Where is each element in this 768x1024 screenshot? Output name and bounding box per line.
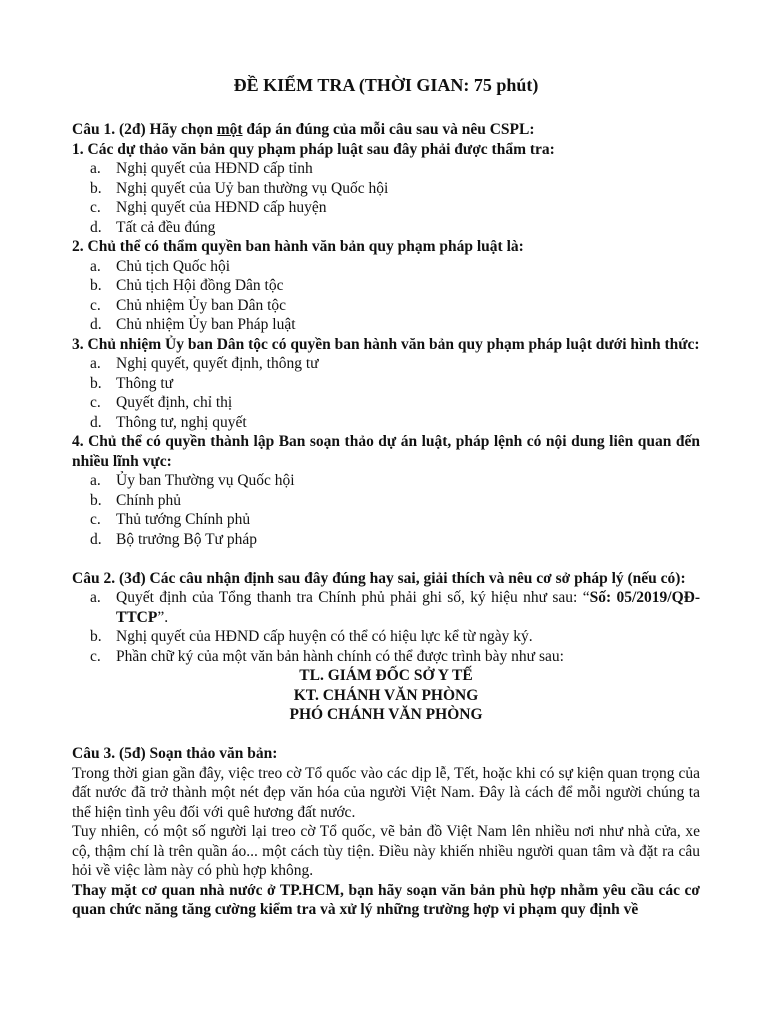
answer-option	[72, 296, 700, 316]
option-label: d.	[90, 530, 102, 548]
cau2-item-b	[72, 627, 700, 647]
answer-option	[72, 257, 700, 277]
question-text: 3. Chủ nhiệm Ủy ban Dân tộc có quyền ban hành văn bản quy phạm pháp luật dưới hình thức:	[72, 335, 700, 353]
cau1-heading	[72, 120, 700, 140]
option-text: Nghị quyết của Uỷ ban thường vụ Quốc hội	[116, 179, 389, 197]
option-text: Thủ tướng Chính phủ	[116, 511, 251, 528]
question-text: 4. Chủ thể có quyền thành lập Ban soạn thảo dự án luật, pháp lệnh có nội dung liên quan đến nhiều lĩnh vực:	[72, 433, 700, 470]
cau3-paragraph-1: Trong thời gian gần đây, việc treo cờ Tổ quốc vào các dịp lễ, Tết, hoặc khi có sự kiện quan trọng của đất nước đã trở thành một nét đẹp văn hóa của người Việt Nam. Đây là cách để mỗi người chúng ta thể hiện tình yêu đối với quê hương đất nước.	[72, 764, 700, 821]
option-text: Chủ tịch Quốc hội	[116, 257, 231, 275]
option-label: b.	[90, 628, 102, 645]
cau2-item-a	[72, 588, 700, 627]
option-text: Chủ nhiệm Ủy ban Dân tộc	[116, 296, 287, 314]
answer-option	[72, 218, 700, 238]
option-text: Nghị quyết của HĐND cấp huyện có thể có hiệu lực kể từ ngày ký.	[116, 628, 533, 645]
option-label: d.	[90, 413, 102, 431]
option-label: d.	[90, 218, 102, 236]
answer-option	[72, 354, 700, 374]
answer-option	[72, 179, 700, 199]
option-label: b.	[90, 277, 102, 294]
option-text: Tất cả đều đúng	[116, 218, 216, 236]
option-label: c.	[90, 296, 101, 314]
answer-option	[72, 374, 700, 394]
exam-page	[72, 72, 700, 920]
option-text-post: ”.	[157, 608, 169, 626]
option-label: c.	[90, 647, 101, 665]
cau1-heading-post: đáp án đúng của mỗi câu sau và nêu CSPL:	[242, 121, 535, 138]
cau3-heading: Câu 3. (5đ) Soạn thảo văn bản:	[72, 745, 278, 762]
option-text: Thông tư	[116, 374, 174, 392]
option-text-bold: Số: 05/2019/QĐ-TTCP	[116, 589, 700, 626]
option-label: a.	[90, 160, 101, 177]
option-text: Nghị quyết, quyết định, thông tư	[116, 355, 319, 372]
cau1-heading-pre: Câu 1. (2đ) Hãy chọn	[72, 121, 217, 138]
option-label: b.	[90, 179, 102, 197]
question-text: 2. Chủ thể có thẩm quyền ban hành văn bản quy phạm pháp luật là:	[72, 238, 524, 255]
option-text: Chính phủ	[116, 491, 182, 509]
cau2-item-c	[72, 647, 700, 667]
option-label: d.	[90, 316, 102, 333]
cau3-paragraph-3: Thay mặt cơ quan nhà nước ở TP.HCM, bạn hãy soạn văn bản phù hợp nhằm yêu cầu các cơ quan chức năng tăng cường kiểm tra và xử lý những trường hợp vi phạm quy định về	[72, 881, 700, 918]
option-label: b.	[90, 491, 102, 509]
option-text: Quyết định, chỉ thị	[116, 394, 233, 411]
answer-option	[72, 471, 700, 491]
option-text: Nghị quyết của HĐND cấp huyện	[116, 199, 327, 216]
cau3-paragraph-2: Tuy nhiên, có một số người lại treo cờ Tổ quốc, vẽ bản đồ Việt Nam lên nhiều nơi như nhà cửa, xe cộ, thậm chí là trên quần áo... một cách tùy tiện. Điều này khiến nhiều người quan tâm và đặt ra câu hỏi về việc làm này có phù hợp không.	[72, 823, 700, 879]
signature-line-3: PHÓ CHÁNH VĂN PHÒNG	[289, 706, 483, 723]
answer-option	[72, 413, 700, 433]
option-label: a.	[90, 257, 101, 275]
option-label: a.	[90, 355, 101, 372]
option-label: a.	[90, 472, 101, 489]
option-text: Bộ trưởng Bộ Tư pháp	[116, 530, 257, 548]
option-label: a.	[90, 589, 101, 606]
option-text: Chủ tịch Hội đồng Dân tộc	[116, 277, 284, 294]
option-text: Chủ nhiệm Ủy ban Pháp luật	[116, 316, 296, 333]
option-label: c.	[90, 394, 101, 411]
question-text: 1. Các dự thảo văn bản quy phạm pháp luật sau đây phải được thẩm tra:	[72, 140, 555, 158]
option-label: b.	[90, 374, 102, 392]
option-text: Phần chữ ký của một văn bản hành chính có thể được trình bày như sau:	[116, 647, 564, 665]
answer-option	[72, 530, 700, 550]
option-text: Ủy ban Thường vụ Quốc hội	[116, 472, 295, 489]
answer-option	[72, 159, 700, 179]
answer-option	[72, 510, 700, 530]
option-label: c.	[90, 511, 101, 528]
option-text: Thông tư, nghị quyết	[116, 413, 247, 431]
cau2-heading: Câu 2. (3đ) Các câu nhận định sau đây đúng hay sai, giải thích và nêu cơ sở pháp lý (nếu có):	[72, 569, 686, 587]
signature-line-2: KT. CHÁNH VĂN PHÒNG	[293, 686, 479, 704]
answer-option	[72, 393, 700, 413]
answer-option	[72, 198, 700, 218]
option-text: Nghị quyết của HĐND cấp tỉnh	[116, 160, 313, 177]
signature-line-1: TL. GIÁM ĐỐC SỞ Y TẾ	[299, 667, 473, 684]
cau1-heading-underlined: một	[216, 121, 243, 138]
page-title: ĐỀ KIỂM TRA (THỜI GIAN: 75 phút)	[233, 75, 539, 95]
cau1-questions	[72, 140, 700, 550]
answer-option	[72, 315, 700, 335]
option-text-pre: Quyết định của Tổng thanh tra Chính phủ phải ghi số, ký hiệu như sau: “	[116, 589, 590, 606]
answer-option	[72, 491, 700, 511]
answer-option	[72, 276, 700, 296]
option-label: c.	[90, 199, 101, 216]
option-text	[116, 588, 700, 627]
